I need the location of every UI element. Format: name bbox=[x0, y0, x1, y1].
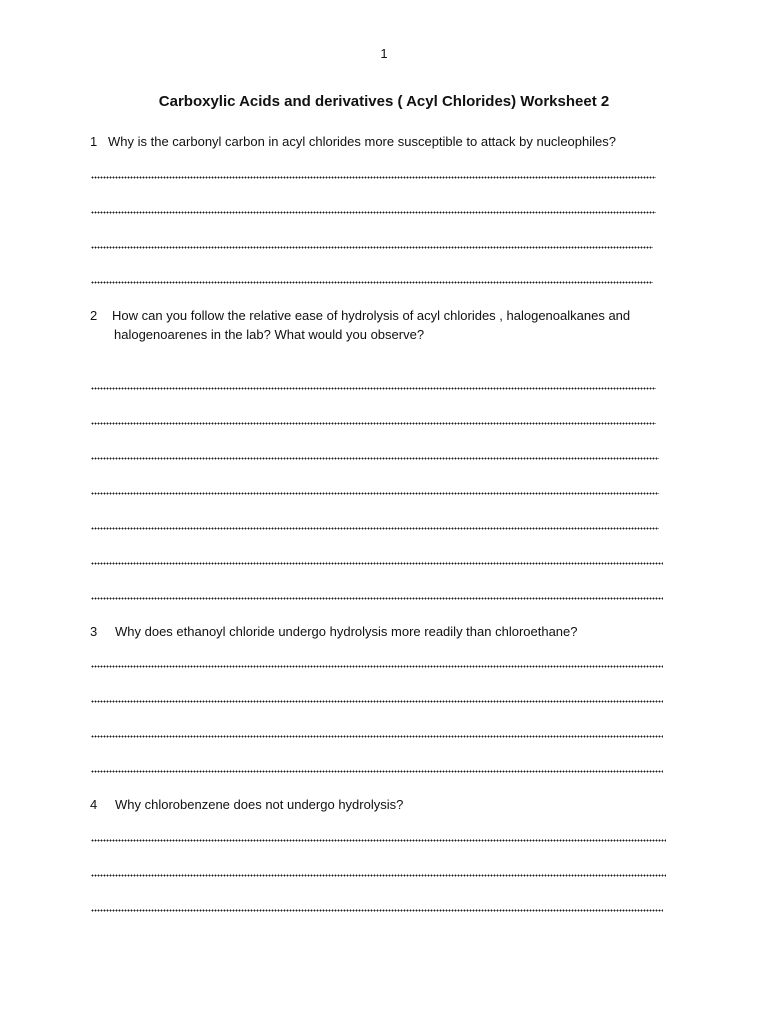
answer-line[interactable] bbox=[91, 526, 659, 531]
answer-line[interactable] bbox=[91, 175, 656, 180]
answer-line[interactable] bbox=[91, 873, 666, 878]
answer-line[interactable] bbox=[91, 210, 656, 215]
answer-line[interactable] bbox=[91, 456, 659, 461]
answer-line[interactable] bbox=[91, 769, 663, 774]
answer-line[interactable] bbox=[91, 699, 663, 704]
page-number: 1 bbox=[380, 46, 388, 61]
answer-line[interactable] bbox=[91, 664, 663, 669]
worksheet-title: Carboxylic Acids and derivatives ( Acyl Chlorides) Worksheet 2 bbox=[158, 93, 610, 110]
answer-line[interactable] bbox=[91, 908, 663, 913]
answer-line[interactable] bbox=[91, 245, 653, 250]
question-text: Why is the carbonyl carbon in acyl chlorides more susceptible to attack by nucleophiles? bbox=[108, 134, 616, 149]
answer-line[interactable] bbox=[91, 280, 653, 285]
answer-line[interactable] bbox=[91, 596, 663, 601]
question-text: Why chlorobenzene does not undergo hydrolysis? bbox=[115, 797, 404, 812]
question-number: 3 bbox=[90, 624, 98, 639]
answer-line[interactable] bbox=[91, 561, 663, 566]
answer-line[interactable] bbox=[91, 421, 656, 426]
answer-line[interactable] bbox=[91, 491, 659, 496]
question-number: 1 bbox=[90, 134, 98, 149]
answer-line[interactable] bbox=[91, 838, 666, 843]
question-text-continued: halogenoarenes in the lab? What would you observe? bbox=[114, 327, 425, 342]
question-text: How can you follow the relative ease of hydrolysis of acyl chlorides , halogenoalkanes and bbox=[112, 308, 631, 323]
answer-line[interactable] bbox=[91, 386, 656, 391]
question-number: 2 bbox=[90, 308, 98, 323]
answer-line[interactable] bbox=[91, 734, 663, 739]
question-number: 4 bbox=[90, 797, 98, 812]
question-text: Why does ethanoyl chloride undergo hydrolysis more readily than chloroethane? bbox=[115, 624, 578, 639]
